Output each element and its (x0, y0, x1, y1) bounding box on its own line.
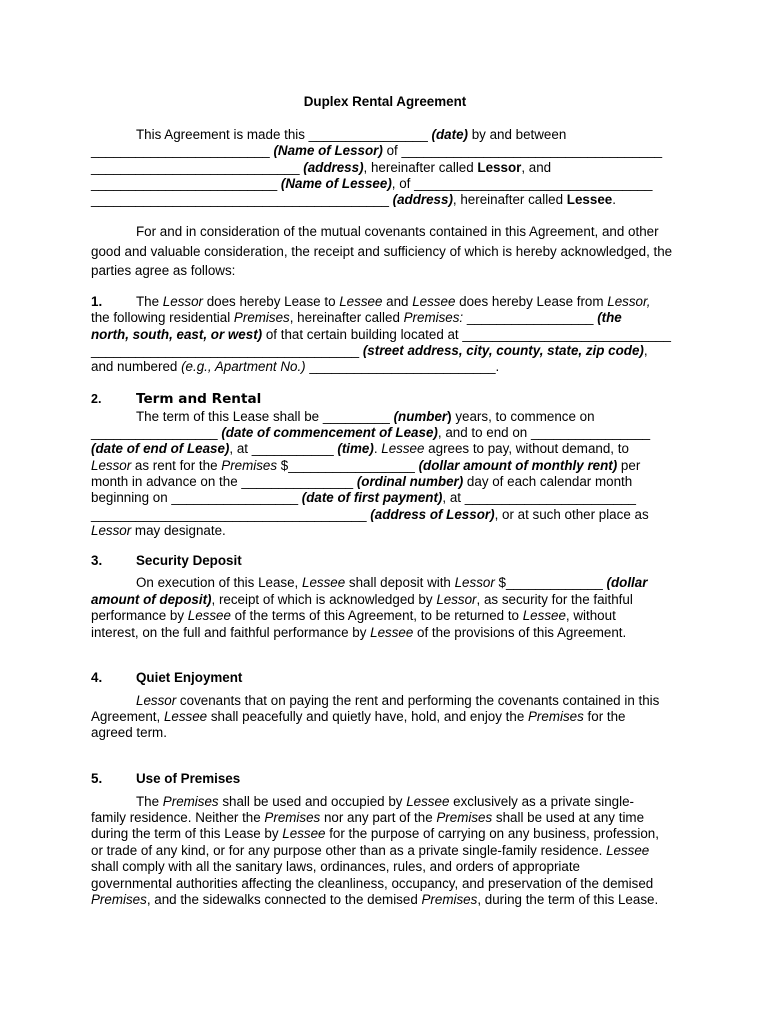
section-2-line-7: _____________________________________ (address of Lessor), or at such other place as (91, 507, 649, 522)
section-2-line-2: _________________ (date of commencement of Lease), and to end on ________________ (91, 425, 651, 440)
section-2-line-3: (date of end of Lease), at ___________ (time). Lessee agrees to pay, without demand, to (91, 441, 629, 456)
section-1-line-2: the following residential Premises, hereinafter called Premises: _________________ (the (91, 310, 622, 325)
intro-line-2: ________________________ (Name of Lessor) of ___________________________________ (91, 143, 663, 158)
intro-line-4: _________________________ (Name of Lessee), of ________________________________ (91, 176, 653, 191)
section-2-line-8: Lessor may designate. (91, 523, 226, 538)
section-5-line-6: governmental authorities affecting the cleanliness, occupancy, and preservation of the demised (91, 876, 654, 891)
section-5-heading: 5. Use of Premises (91, 771, 241, 786)
section-4-line-2: Agreement, Lessee shall peacefully and quietly have, hold, and enjoy the Premises for the (91, 709, 626, 724)
section-1-line-3: north, south, east, or west) of that certain building located at ____________________________ (91, 327, 671, 342)
section-5-line-3: during the term of this Lease by Lessee for the purpose of carrying on any business, profession, (91, 826, 659, 841)
section-2-line-1: The term of this Lease shall be _________ (number) years, to commence on (136, 409, 595, 424)
section-3-line-4: interest, on the full and faithful performance by Lessee of the provisions of this Agreement. (91, 625, 627, 640)
section-1-line-5: and numbered (e.g., Apartment No.) _________________________. (91, 359, 500, 374)
section-3-line-2: amount of deposit), receipt of which is acknowledged by Lessor, as security for the faithful (91, 592, 633, 607)
section-2-line-4: Lessor as rent for the Premises $_________________ (dollar amount of monthly rent) per (91, 458, 641, 473)
section-3-line-1: On execution of this Lease, Lessee shall deposit with Lessor $_____________ (dollar (136, 575, 648, 590)
section-1-number: 1. (91, 294, 103, 309)
intro-line-1: This Agreement is made this ________________ (date) by and between (136, 127, 567, 142)
section-4-line-1: Lessor covenants that on paying the rent and performing the covenants contained in this (136, 693, 660, 708)
document-title: Duplex Rental Agreement (303, 94, 467, 109)
section-2-heading: 2. Term and Rental (91, 391, 262, 407)
section-1-line-4: ____________________________________ (street address, city, county, state, zip code), (91, 343, 648, 358)
section-5-line-1: The Premises shall be used and occupied by Lessee exclusively as a private single- (136, 794, 634, 809)
section-3-line-3: performance by Lessee of the terms of this Agreement, to be returned to Lessee, without (91, 608, 616, 623)
section-5-line-2: family residence. Neither the Premises nor any part of the Premises shall be used at any time (91, 810, 645, 825)
section-2-line-6: beginning on _________________ (date of first payment), at _______________________ (91, 490, 636, 505)
section-5-line-5: shall comply with all the sanitary laws, ordinances, rules, and orders of appropriate (91, 859, 581, 874)
section-5-line-7: Premises, and the sidewalks connected to the demised Premises, during the term of this Lease. (91, 892, 659, 907)
section-1-line-1: 1. The Lessor does hereby Lease to Lessee and Lessee does hereby Lease from Lessor, (91, 294, 651, 309)
intro-line-3: ____________________________ (address), hereinafter called Lessor, and (91, 160, 552, 175)
section-4-line-3: agreed term. (91, 725, 167, 740)
section-3-heading: 3. Security Deposit (91, 553, 242, 568)
section-4-heading: 4. Quiet Enjoyment (91, 670, 243, 685)
consideration-paragraph: For and in consideration of the mutual covenants contained in this Agreement, and other good and valuable consideration, the receipt and sufficiency of which is hereby acknowledged, the parties agree as follows: (91, 224, 673, 278)
intro-line-5: ________________________________________ (address), hereinafter called Lessee. (91, 192, 616, 207)
section-5-line-4: or trade of any kind, or for any purpose other than as a private single-family residence. Lessee (91, 843, 650, 858)
section-2-line-5: month in advance on the _______________ (ordinal number) day of each calendar month (91, 474, 633, 489)
